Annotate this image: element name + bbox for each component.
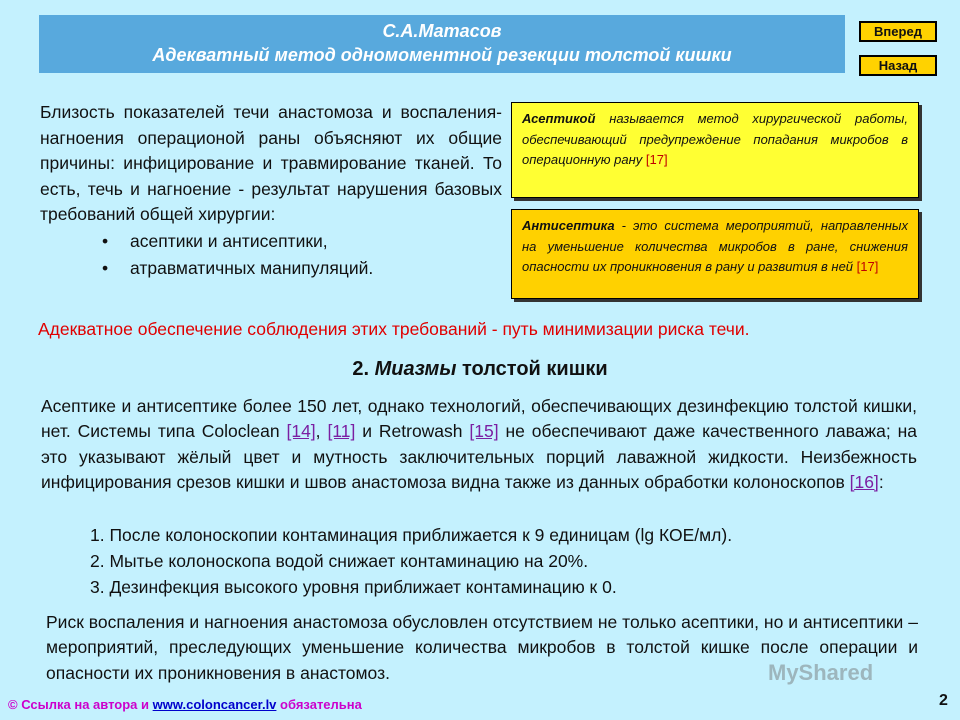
section-italic: Миазмы xyxy=(374,358,457,380)
slide-header xyxy=(39,15,845,73)
bullet-item: • асептики и антисептики, xyxy=(40,228,502,255)
antisepsis-text: - это система мероприятий, направленных на уменьшение количества микробов в ране, снижения опасности их проникновения в рану и развития в ней xyxy=(522,218,908,274)
asepsis-definition-box xyxy=(511,102,919,198)
requirements-list xyxy=(40,228,502,282)
asepsis-text: называется метод хирургической работы, обеспечивающий предупреждение попадания микробов в операционную рану xyxy=(522,111,908,167)
ref-link-11[interactable]: [11] xyxy=(327,421,356,442)
footer-note xyxy=(8,697,362,712)
ref-link-14[interactable]: [14] xyxy=(286,421,316,442)
antisepsis-definition-box xyxy=(511,209,919,299)
page-number: 2 xyxy=(939,692,948,709)
list-item: 3. Дезинфекция высокого уровня приближает контаминацию к 0. xyxy=(90,577,617,597)
section-heading xyxy=(0,356,960,382)
asepsis-ref: [17] xyxy=(645,152,668,167)
risk-paragraph: Риск воспаления и нагноения анастомоза обусловлен отсутствием не только асептики, но и антисептики – мероприятий, преследующих уменьшение количества микробов в толстой кишке после операции и опасности их проникновения в анастомоз. xyxy=(46,612,918,683)
para-text: и Retrowash xyxy=(355,421,470,442)
para-text: не обеспечивают даже качественного лаважа; на это указывают жёлый цвет и мутность заключительных порций лаважной жидкости. Неизбежность инфицирования срезов кишки и швов анастомоза видна также из данных обработки колоноскопов xyxy=(41,421,917,492)
colon-disinfection-paragraph xyxy=(41,394,917,495)
back-button[interactable]: Назад xyxy=(859,55,937,76)
para-text: , xyxy=(315,421,328,442)
list-item: 2. Мытье колоноскопа водой снижает контаминацию на 20%. xyxy=(90,551,589,571)
para-text: : xyxy=(878,471,884,492)
para-text: Асептике и антисептике более 150 лет, однако технологий, обеспечивающих дезинфекцию толстой кишки, нет. Системы типа Coloclean xyxy=(41,396,917,442)
slide-title: Адекватный метод одномоментной резекции толстой кишки xyxy=(152,45,732,65)
ref-link-15[interactable]: [15] xyxy=(469,421,499,442)
section-rest: толстой кишки xyxy=(461,358,608,380)
ref-link-16[interactable]: [16] xyxy=(849,471,879,492)
antisepsis-ref: [17] xyxy=(856,259,879,274)
antisepsis-term: Антисептика xyxy=(522,218,615,233)
contamination-list xyxy=(90,522,910,600)
section-number: 2. xyxy=(352,358,370,380)
intro-paragraph xyxy=(40,100,502,282)
bullet-item: • атравматичных манипуляций. xyxy=(40,255,502,282)
watermark-logo: MyShared xyxy=(768,660,874,685)
author-name: С.А.Матасов xyxy=(382,21,502,41)
footer-site-link[interactable]: www.coloncancer.lv xyxy=(152,697,277,712)
asepsis-term: Асептикой xyxy=(522,111,596,126)
red-note: Адекватное обеспечение соблюдения этих требований - путь минимизации риска течи. xyxy=(38,319,750,339)
intro-text: Близость показателей течи анастомоза и воспаления-нагноения операционой раны объясняют их общие причины: инфицирование и травмирование тканей. То есть, течь и нагноение - результат нарушения базовых требований общей хирургии: xyxy=(40,102,502,224)
forward-button[interactable]: Вперед xyxy=(859,21,937,42)
footer-post: обязательна xyxy=(276,697,362,712)
list-item: 1. После колоноскопии контаминация приближается к 9 единицам (lg КОЕ/мл). xyxy=(90,525,733,545)
footer-pre: © Ссылка на автора и xyxy=(8,697,153,712)
